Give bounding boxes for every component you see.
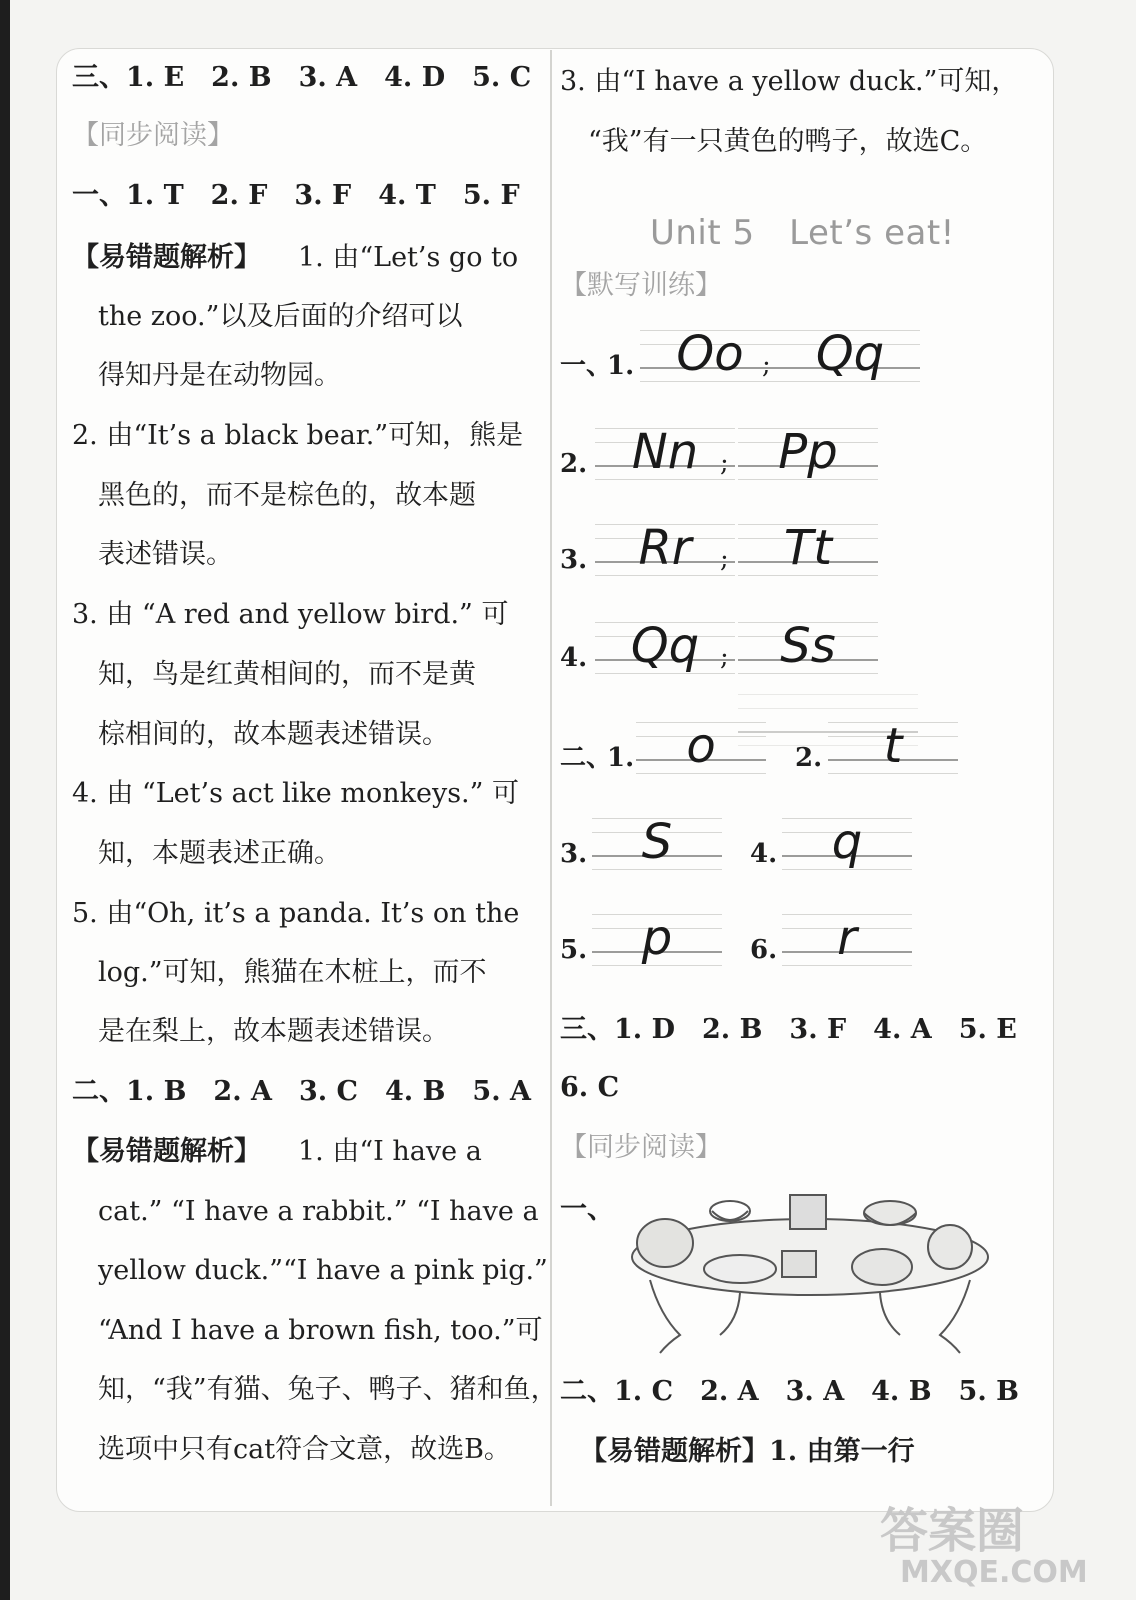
continued-line: “我”有一只黄色的鸭子，故选C。 bbox=[588, 126, 988, 157]
item-number: 3. bbox=[560, 545, 588, 575]
unit-title: Unit 5 Let’s eat! bbox=[650, 213, 955, 253]
explain-line: 知，本题表述正确。 bbox=[98, 838, 341, 869]
section3-answers-cont: 6. C bbox=[560, 1072, 620, 1103]
handwritten-answer: r bbox=[837, 910, 857, 966]
item-number: 4. bbox=[560, 643, 588, 673]
item-number: 1. bbox=[607, 351, 635, 381]
explain2-line: 知，“我”有猫、兔子、鸭子、猪和鱼， bbox=[98, 1374, 558, 1405]
part1-label: 一、 bbox=[560, 351, 613, 381]
explain-label: 【易错题解析】 bbox=[72, 242, 261, 273]
explain2-label: 【易错题解析】 bbox=[72, 1136, 261, 1167]
handwritten-answer: Qq bbox=[630, 618, 700, 674]
sync-reading-header: 【同步阅读】 bbox=[72, 120, 234, 151]
item-number: 2. bbox=[560, 449, 588, 479]
explain-line: 得知丹是在动物园。 bbox=[98, 360, 341, 391]
picture-label: 一、 bbox=[560, 1194, 614, 1225]
handwritten-answer: S bbox=[641, 814, 673, 870]
item-number: 5. bbox=[560, 935, 588, 965]
table-leg bbox=[880, 1293, 900, 1335]
handwritten-answer: Qq bbox=[815, 326, 885, 382]
handwritten-answer: Nn bbox=[631, 424, 699, 480]
handwritten-answer: Rr bbox=[638, 520, 692, 576]
handwritten-answer: Ss bbox=[780, 618, 836, 674]
sync-reading-header: 【同步阅读】 bbox=[560, 1132, 722, 1163]
food-table-illustration bbox=[620, 1185, 1000, 1365]
page-edge bbox=[0, 0, 10, 1600]
section2-answers: 二、1. B 2. A 3. C 4. B 5. A bbox=[72, 1076, 531, 1107]
explain2-line: 选项中只有cat符合文意，故选B。 bbox=[98, 1434, 511, 1465]
handwritten-answer: p bbox=[641, 910, 673, 966]
column-divider bbox=[550, 50, 552, 1506]
explain-line: 表述错误。 bbox=[98, 539, 233, 570]
separator: ; bbox=[720, 642, 729, 672]
explain-line: log.”可知，熊猫在木桩上，而不 bbox=[98, 957, 487, 988]
explain-line: 1. 由“Let’s go to bbox=[298, 242, 519, 273]
watermark-logo: 答案圈 bbox=[880, 1503, 1025, 1559]
item-number: 1. bbox=[607, 743, 635, 773]
dictation-header: 【默写训练】 bbox=[560, 270, 722, 301]
table-leg bbox=[650, 1280, 680, 1353]
item-number: 6. bbox=[750, 935, 778, 965]
watermark-url: MXQE.COM bbox=[900, 1555, 1088, 1590]
item-number: 4. bbox=[750, 839, 778, 869]
explain-line: 3. 由 “A red and yellow bird.” 可 bbox=[72, 599, 509, 630]
explain-line: 5. 由“Oh, it’s a panda. It’s on the bbox=[72, 898, 520, 929]
handwritten-answer: Tt bbox=[783, 520, 833, 576]
part2-label: 二、 bbox=[560, 743, 613, 773]
section3-answers: 三、1. E 2. B 3. A 4. D 5. C bbox=[72, 62, 532, 93]
handwritten-answer: t bbox=[883, 718, 903, 774]
explain-line: 【易错题解析】1. 由第一行 bbox=[580, 1436, 915, 1467]
section3-answers: 三、1. D 2. B 3. F 4. A 5. E bbox=[560, 1014, 1017, 1045]
explain2-line: yellow duck.”“I have a pink pig.” bbox=[98, 1255, 548, 1286]
explain-line: 2. 由“It’s a black bear.”可知，熊是 bbox=[72, 420, 524, 451]
handwritten-answer: Oo bbox=[676, 326, 744, 382]
section2-answers: 二、1. C 2. A 3. A 4. B 5. B bbox=[560, 1376, 1019, 1407]
explain2-line: 1. 由“I have a bbox=[298, 1136, 482, 1167]
explain-line: 黑色的，而不是棕色的，故本题 bbox=[98, 480, 476, 511]
item-number: 2. bbox=[795, 743, 823, 773]
explain-line: 知，鸟是红黄相间的，而不是黄 bbox=[98, 659, 476, 690]
explain2-line: cat.” “I have a rabbit.” “I have a bbox=[98, 1196, 539, 1227]
explain2-line: “And I have a brown fish, too.”可 bbox=[98, 1315, 543, 1346]
handwritten-answer: o bbox=[686, 718, 716, 774]
separator: ; bbox=[762, 350, 771, 380]
separator: ; bbox=[720, 448, 729, 478]
item-number: 3. bbox=[560, 839, 588, 869]
handwritten-answer: q bbox=[831, 814, 863, 870]
handwritten-answer: Pp bbox=[778, 424, 838, 480]
explain-line: 是在梨上，故本题表述错误。 bbox=[98, 1016, 449, 1047]
table-leg bbox=[720, 1293, 740, 1335]
table-leg bbox=[940, 1280, 970, 1353]
section1-answers: 一、1. T 2. F 3. F 4. T 5. F bbox=[72, 180, 520, 211]
separator: ; bbox=[720, 544, 729, 574]
explain-line: the zoo.”以及后面的介绍可以 bbox=[98, 301, 463, 332]
continued-line: 3. 由“I have a yellow duck.”可知， bbox=[560, 66, 1019, 97]
explain-line: 棕相间的，故本题表述错误。 bbox=[98, 719, 449, 750]
explain-line: 4. 由 “Let’s act like monkeys.” 可 bbox=[72, 778, 520, 809]
